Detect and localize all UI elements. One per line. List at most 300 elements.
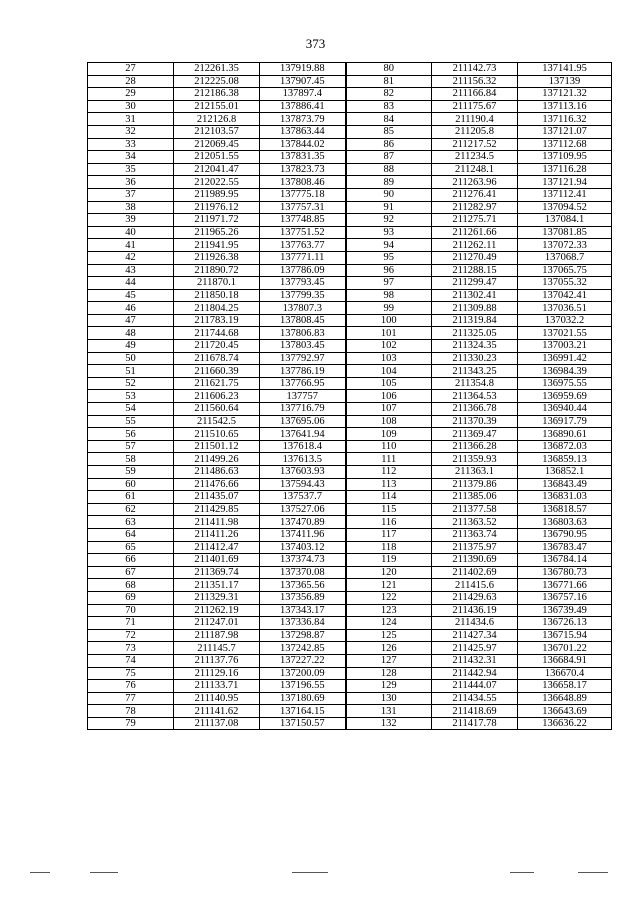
point-number-right-cell: 125 xyxy=(346,629,432,642)
table-row xyxy=(88,617,612,630)
point-number-left-cell: 68 xyxy=(88,579,174,592)
y-coordinate-left-cell: 137751.52 xyxy=(260,226,346,239)
x-coordinate-right-cell: 211370.39 xyxy=(432,415,518,428)
y-coordinate-left-cell: 137298.87 xyxy=(260,629,346,642)
x-coordinate-right-cell: 211364.53 xyxy=(432,390,518,403)
x-coordinate-left-cell: 211621.75 xyxy=(174,377,260,390)
y-coordinate-right-cell: 136780.73 xyxy=(518,566,612,579)
table-row xyxy=(88,491,612,504)
point-number-right-cell: 131 xyxy=(346,705,432,718)
table-row xyxy=(88,566,612,579)
x-coordinate-left-cell: 211542.5 xyxy=(174,415,260,428)
y-coordinate-left-cell: 137919.88 xyxy=(260,63,346,76)
point-number-right-cell: 130 xyxy=(346,692,432,705)
x-coordinate-left-cell: 211678.74 xyxy=(174,352,260,365)
point-number-left-cell: 31 xyxy=(88,113,174,126)
table-row xyxy=(88,629,612,642)
y-coordinate-left-cell: 137227.22 xyxy=(260,654,346,667)
y-coordinate-right-cell: 136701.22 xyxy=(518,642,612,655)
x-coordinate-right-cell: 211248.1 xyxy=(432,163,518,176)
table-row xyxy=(88,201,612,214)
x-coordinate-right-cell: 211263.96 xyxy=(432,176,518,189)
point-number-right-cell: 82 xyxy=(346,88,432,101)
point-number-left-cell: 27 xyxy=(88,63,174,76)
y-coordinate-right-cell: 137116.32 xyxy=(518,113,612,126)
point-number-right-cell: 99 xyxy=(346,302,432,315)
y-coordinate-right-cell: 136803.63 xyxy=(518,516,612,529)
point-number-left-cell: 65 xyxy=(88,541,174,554)
point-number-left-cell: 50 xyxy=(88,352,174,365)
point-number-left-cell: 79 xyxy=(88,717,174,730)
y-coordinate-right-cell: 136890.61 xyxy=(518,428,612,441)
point-number-right-cell: 97 xyxy=(346,277,432,290)
table-row xyxy=(88,340,612,353)
y-coordinate-left-cell: 137365.56 xyxy=(260,579,346,592)
point-number-left-cell: 40 xyxy=(88,226,174,239)
y-coordinate-right-cell: 136648.89 xyxy=(518,692,612,705)
table-row xyxy=(88,365,612,378)
table-row xyxy=(88,692,612,705)
x-coordinate-left-cell: 211560.64 xyxy=(174,403,260,416)
x-coordinate-left-cell: 211971.72 xyxy=(174,214,260,227)
x-coordinate-right-cell: 211309.88 xyxy=(432,302,518,315)
x-coordinate-right-cell: 211434.6 xyxy=(432,617,518,630)
table-row xyxy=(88,239,612,252)
x-coordinate-left-cell: 211486.63 xyxy=(174,466,260,479)
table-row xyxy=(88,453,612,466)
y-coordinate-right-cell: 137094.52 xyxy=(518,201,612,214)
point-number-left-cell: 60 xyxy=(88,478,174,491)
table-row xyxy=(88,667,612,680)
y-coordinate-right-cell: 137032.2 xyxy=(518,314,612,327)
x-coordinate-left-cell: 211890.72 xyxy=(174,264,260,277)
table-row xyxy=(88,138,612,151)
y-coordinate-left-cell: 137343.17 xyxy=(260,604,346,617)
y-coordinate-left-cell: 137356.89 xyxy=(260,591,346,604)
y-coordinate-left-cell: 137808.46 xyxy=(260,176,346,189)
y-coordinate-right-cell: 137113.16 xyxy=(518,100,612,113)
point-number-left-cell: 39 xyxy=(88,214,174,227)
x-coordinate-left-cell: 211435.07 xyxy=(174,491,260,504)
y-coordinate-left-cell: 137594.43 xyxy=(260,478,346,491)
x-coordinate-right-cell: 211302.41 xyxy=(432,289,518,302)
point-number-right-cell: 129 xyxy=(346,680,432,693)
x-coordinate-left-cell: 211129.16 xyxy=(174,667,260,680)
y-coordinate-left-cell: 137537.7 xyxy=(260,491,346,504)
point-number-right-cell: 123 xyxy=(346,604,432,617)
y-coordinate-left-cell: 137374.73 xyxy=(260,554,346,567)
x-coordinate-left-cell: 211140.95 xyxy=(174,692,260,705)
y-coordinate-right-cell: 136859.13 xyxy=(518,453,612,466)
x-coordinate-left-cell: 211510.65 xyxy=(174,428,260,441)
y-coordinate-left-cell: 137808.45 xyxy=(260,314,346,327)
point-number-left-cell: 33 xyxy=(88,138,174,151)
point-number-right-cell: 98 xyxy=(346,289,432,302)
y-coordinate-right-cell: 136643.69 xyxy=(518,705,612,718)
point-number-left-cell: 34 xyxy=(88,151,174,164)
y-coordinate-left-cell: 137242.85 xyxy=(260,642,346,655)
table-row xyxy=(88,428,612,441)
point-number-left-cell: 37 xyxy=(88,188,174,201)
table-row xyxy=(88,654,612,667)
point-number-right-cell: 126 xyxy=(346,642,432,655)
point-number-right-cell: 90 xyxy=(346,188,432,201)
x-coordinate-left-cell: 212103.57 xyxy=(174,125,260,138)
point-number-left-cell: 66 xyxy=(88,554,174,567)
table-row xyxy=(88,63,612,76)
y-coordinate-left-cell: 137907.45 xyxy=(260,75,346,88)
x-coordinate-right-cell: 211390.69 xyxy=(432,554,518,567)
point-number-left-cell: 71 xyxy=(88,617,174,630)
point-number-left-cell: 69 xyxy=(88,591,174,604)
point-number-right-cell: 100 xyxy=(346,314,432,327)
x-coordinate-left-cell: 211141.62 xyxy=(174,705,260,718)
table-row xyxy=(88,390,612,403)
point-number-right-cell: 127 xyxy=(346,654,432,667)
y-coordinate-right-cell: 136843.49 xyxy=(518,478,612,491)
table-row xyxy=(88,327,612,340)
point-number-left-cell: 52 xyxy=(88,377,174,390)
table-row xyxy=(88,277,612,290)
x-coordinate-right-cell: 211436.19 xyxy=(432,604,518,617)
y-coordinate-left-cell: 137786.19 xyxy=(260,365,346,378)
y-coordinate-right-cell: 137065.75 xyxy=(518,264,612,277)
x-coordinate-left-cell: 211926.38 xyxy=(174,251,260,264)
y-coordinate-right-cell: 137021.55 xyxy=(518,327,612,340)
point-number-left-cell: 73 xyxy=(88,642,174,655)
table-row xyxy=(88,591,612,604)
y-coordinate-right-cell: 136636.22 xyxy=(518,717,612,730)
point-number-right-cell: 80 xyxy=(346,63,432,76)
x-coordinate-right-cell: 211270.49 xyxy=(432,251,518,264)
point-number-right-cell: 93 xyxy=(346,226,432,239)
y-coordinate-left-cell: 137771.11 xyxy=(260,251,346,264)
point-number-left-cell: 74 xyxy=(88,654,174,667)
y-coordinate-right-cell: 136818.57 xyxy=(518,503,612,516)
point-number-left-cell: 32 xyxy=(88,125,174,138)
x-coordinate-right-cell: 211425.97 xyxy=(432,642,518,655)
y-coordinate-left-cell: 137716.79 xyxy=(260,403,346,416)
table-row xyxy=(88,466,612,479)
point-number-right-cell: 114 xyxy=(346,491,432,504)
x-coordinate-left-cell: 212225.08 xyxy=(174,75,260,88)
point-number-left-cell: 53 xyxy=(88,390,174,403)
point-number-right-cell: 105 xyxy=(346,377,432,390)
point-number-right-cell: 87 xyxy=(346,151,432,164)
point-number-left-cell: 56 xyxy=(88,428,174,441)
x-coordinate-right-cell: 211142.73 xyxy=(432,63,518,76)
point-number-left-cell: 46 xyxy=(88,302,174,315)
table-row xyxy=(88,478,612,491)
point-number-left-cell: 57 xyxy=(88,440,174,453)
point-number-right-cell: 107 xyxy=(346,403,432,416)
x-coordinate-right-cell: 211366.78 xyxy=(432,403,518,416)
point-number-left-cell: 55 xyxy=(88,415,174,428)
x-coordinate-right-cell: 211205.8 xyxy=(432,125,518,138)
y-coordinate-right-cell: 136975.55 xyxy=(518,377,612,390)
point-number-right-cell: 119 xyxy=(346,554,432,567)
point-number-left-cell: 63 xyxy=(88,516,174,529)
x-coordinate-right-cell: 211166.84 xyxy=(432,88,518,101)
point-number-right-cell: 102 xyxy=(346,340,432,353)
y-coordinate-right-cell: 136784.14 xyxy=(518,554,612,567)
table-row xyxy=(88,440,612,453)
x-coordinate-right-cell: 211325.05 xyxy=(432,327,518,340)
table-row xyxy=(88,151,612,164)
x-coordinate-right-cell: 211377.58 xyxy=(432,503,518,516)
point-number-left-cell: 41 xyxy=(88,239,174,252)
point-number-right-cell: 111 xyxy=(346,453,432,466)
point-number-right-cell: 88 xyxy=(346,163,432,176)
y-coordinate-left-cell: 137603.93 xyxy=(260,466,346,479)
y-coordinate-left-cell: 137641.94 xyxy=(260,428,346,441)
y-coordinate-right-cell: 136670.4 xyxy=(518,667,612,680)
y-coordinate-right-cell: 136852.1 xyxy=(518,466,612,479)
table-row xyxy=(88,541,612,554)
y-coordinate-left-cell: 137775.18 xyxy=(260,188,346,201)
y-coordinate-right-cell: 137068.7 xyxy=(518,251,612,264)
y-coordinate-right-cell: 137121.94 xyxy=(518,176,612,189)
x-coordinate-left-cell: 211329.31 xyxy=(174,591,260,604)
y-coordinate-right-cell: 137116.28 xyxy=(518,163,612,176)
point-number-right-cell: 118 xyxy=(346,541,432,554)
point-number-left-cell: 64 xyxy=(88,528,174,541)
x-coordinate-right-cell: 211276.41 xyxy=(432,188,518,201)
x-coordinate-left-cell: 211145.7 xyxy=(174,642,260,655)
y-coordinate-right-cell: 136872.03 xyxy=(518,440,612,453)
point-number-left-cell: 45 xyxy=(88,289,174,302)
point-number-left-cell: 43 xyxy=(88,264,174,277)
point-number-left-cell: 47 xyxy=(88,314,174,327)
x-coordinate-left-cell: 211976.12 xyxy=(174,201,260,214)
y-coordinate-left-cell: 137411.96 xyxy=(260,528,346,541)
point-number-right-cell: 128 xyxy=(346,667,432,680)
table-row xyxy=(88,302,612,315)
point-number-right-cell: 112 xyxy=(346,466,432,479)
table-row xyxy=(88,516,612,529)
point-number-right-cell: 115 xyxy=(346,503,432,516)
y-coordinate-right-cell: 136940.44 xyxy=(518,403,612,416)
x-coordinate-left-cell: 211137.08 xyxy=(174,717,260,730)
point-number-right-cell: 108 xyxy=(346,415,432,428)
x-coordinate-left-cell: 212051.55 xyxy=(174,151,260,164)
x-coordinate-left-cell: 211499.26 xyxy=(174,453,260,466)
x-coordinate-left-cell: 211187.98 xyxy=(174,629,260,642)
y-coordinate-right-cell: 136715.94 xyxy=(518,629,612,642)
x-coordinate-left-cell: 211989.95 xyxy=(174,188,260,201)
x-coordinate-right-cell: 211366.28 xyxy=(432,440,518,453)
point-number-left-cell: 62 xyxy=(88,503,174,516)
y-coordinate-right-cell: 137109.95 xyxy=(518,151,612,164)
y-coordinate-left-cell: 137831.35 xyxy=(260,151,346,164)
point-number-right-cell: 116 xyxy=(346,516,432,529)
x-coordinate-right-cell: 211434.55 xyxy=(432,692,518,705)
x-coordinate-right-cell: 211442.94 xyxy=(432,667,518,680)
table-row xyxy=(88,163,612,176)
y-coordinate-left-cell: 137695.06 xyxy=(260,415,346,428)
y-coordinate-right-cell: 136771.66 xyxy=(518,579,612,592)
table-row xyxy=(88,264,612,277)
point-number-left-cell: 54 xyxy=(88,403,174,416)
x-coordinate-right-cell: 211190.4 xyxy=(432,113,518,126)
y-coordinate-left-cell: 137470.89 xyxy=(260,516,346,529)
y-coordinate-left-cell: 137886.41 xyxy=(260,100,346,113)
y-coordinate-left-cell: 137164.15 xyxy=(260,705,346,718)
page-footer-marks xyxy=(0,872,631,892)
x-coordinate-right-cell: 211156.32 xyxy=(432,75,518,88)
table-row xyxy=(88,528,612,541)
table-row xyxy=(88,289,612,302)
point-number-right-cell: 83 xyxy=(346,100,432,113)
x-coordinate-left-cell: 211411.26 xyxy=(174,528,260,541)
point-number-left-cell: 28 xyxy=(88,75,174,88)
x-coordinate-left-cell: 211804.25 xyxy=(174,302,260,315)
y-coordinate-left-cell: 137792.97 xyxy=(260,352,346,365)
y-coordinate-right-cell: 136684.91 xyxy=(518,654,612,667)
y-coordinate-right-cell: 136917.79 xyxy=(518,415,612,428)
x-coordinate-right-cell: 211330.23 xyxy=(432,352,518,365)
y-coordinate-right-cell: 136757.16 xyxy=(518,591,612,604)
point-number-left-cell: 76 xyxy=(88,680,174,693)
point-number-left-cell: 49 xyxy=(88,340,174,353)
table-row xyxy=(88,604,612,617)
y-coordinate-left-cell: 137180.69 xyxy=(260,692,346,705)
point-number-right-cell: 103 xyxy=(346,352,432,365)
y-coordinate-right-cell: 137141.95 xyxy=(518,63,612,76)
x-coordinate-left-cell: 212022.55 xyxy=(174,176,260,189)
x-coordinate-right-cell: 211418.69 xyxy=(432,705,518,718)
point-number-right-cell: 95 xyxy=(346,251,432,264)
x-coordinate-right-cell: 211343.25 xyxy=(432,365,518,378)
point-number-right-cell: 132 xyxy=(346,717,432,730)
x-coordinate-left-cell: 211262.19 xyxy=(174,604,260,617)
x-coordinate-right-cell: 211417.78 xyxy=(432,717,518,730)
point-number-left-cell: 42 xyxy=(88,251,174,264)
coordinates-table-body xyxy=(88,63,612,730)
y-coordinate-left-cell: 137823.73 xyxy=(260,163,346,176)
point-number-right-cell: 109 xyxy=(346,428,432,441)
y-coordinate-right-cell: 137055.32 xyxy=(518,277,612,290)
x-coordinate-left-cell: 211351.17 xyxy=(174,579,260,592)
point-number-right-cell: 91 xyxy=(346,201,432,214)
y-coordinate-left-cell: 137618.4 xyxy=(260,440,346,453)
y-coordinate-right-cell: 136790.95 xyxy=(518,528,612,541)
table-row xyxy=(88,680,612,693)
y-coordinate-left-cell: 137200.09 xyxy=(260,667,346,680)
x-coordinate-right-cell: 211363.74 xyxy=(432,528,518,541)
coordinates-table xyxy=(87,62,612,730)
y-coordinate-left-cell: 137806.83 xyxy=(260,327,346,340)
table-row xyxy=(88,226,612,239)
x-coordinate-right-cell: 211354.8 xyxy=(432,377,518,390)
x-coordinate-right-cell: 211324.35 xyxy=(432,340,518,353)
y-coordinate-right-cell: 136831.03 xyxy=(518,491,612,504)
table-row xyxy=(88,125,612,138)
y-coordinate-right-cell: 137121.07 xyxy=(518,125,612,138)
y-coordinate-right-cell: 137084.1 xyxy=(518,214,612,227)
point-number-right-cell: 106 xyxy=(346,390,432,403)
table-row xyxy=(88,503,612,516)
table-row xyxy=(88,75,612,88)
y-coordinate-left-cell: 137757.31 xyxy=(260,201,346,214)
y-coordinate-right-cell: 137112.68 xyxy=(518,138,612,151)
point-number-left-cell: 36 xyxy=(88,176,174,189)
x-coordinate-left-cell: 211429.85 xyxy=(174,503,260,516)
y-coordinate-left-cell: 137757 xyxy=(260,390,346,403)
y-coordinate-left-cell: 137844.02 xyxy=(260,138,346,151)
y-coordinate-left-cell: 137370.08 xyxy=(260,566,346,579)
x-coordinate-left-cell: 211501.12 xyxy=(174,440,260,453)
x-coordinate-left-cell: 211783.19 xyxy=(174,314,260,327)
table-row xyxy=(88,176,612,189)
x-coordinate-right-cell: 211432.31 xyxy=(432,654,518,667)
x-coordinate-right-cell: 211282.97 xyxy=(432,201,518,214)
y-coordinate-left-cell: 137336.84 xyxy=(260,617,346,630)
y-coordinate-right-cell: 137072.33 xyxy=(518,239,612,252)
point-number-left-cell: 59 xyxy=(88,466,174,479)
point-number-left-cell: 44 xyxy=(88,277,174,290)
x-coordinate-left-cell: 211133.71 xyxy=(174,680,260,693)
x-coordinate-right-cell: 211363.1 xyxy=(432,466,518,479)
y-coordinate-right-cell: 136984.39 xyxy=(518,365,612,378)
table-row xyxy=(88,88,612,101)
y-coordinate-left-cell: 137807.3 xyxy=(260,302,346,315)
point-number-right-cell: 96 xyxy=(346,264,432,277)
x-coordinate-right-cell: 211262.11 xyxy=(432,239,518,252)
point-number-left-cell: 72 xyxy=(88,629,174,642)
table-row xyxy=(88,314,612,327)
table-row xyxy=(88,377,612,390)
x-coordinate-left-cell: 212261.35 xyxy=(174,63,260,76)
point-number-left-cell: 70 xyxy=(88,604,174,617)
table-row xyxy=(88,705,612,718)
y-coordinate-left-cell: 137793.45 xyxy=(260,277,346,290)
y-coordinate-left-cell: 137403.12 xyxy=(260,541,346,554)
table-row xyxy=(88,214,612,227)
point-number-left-cell: 75 xyxy=(88,667,174,680)
x-coordinate-left-cell: 211137.76 xyxy=(174,654,260,667)
point-number-right-cell: 85 xyxy=(346,125,432,138)
x-coordinate-right-cell: 211415.6 xyxy=(432,579,518,592)
x-coordinate-right-cell: 211275.71 xyxy=(432,214,518,227)
x-coordinate-left-cell: 211850.18 xyxy=(174,289,260,302)
y-coordinate-right-cell: 137042.41 xyxy=(518,289,612,302)
x-coordinate-right-cell: 211385.06 xyxy=(432,491,518,504)
x-coordinate-left-cell: 211870.1 xyxy=(174,277,260,290)
point-number-right-cell: 86 xyxy=(346,138,432,151)
x-coordinate-left-cell: 212069.45 xyxy=(174,138,260,151)
point-number-right-cell: 94 xyxy=(346,239,432,252)
point-number-right-cell: 92 xyxy=(346,214,432,227)
y-coordinate-right-cell: 136959.69 xyxy=(518,390,612,403)
table-row xyxy=(88,403,612,416)
point-number-right-cell: 121 xyxy=(346,579,432,592)
point-number-left-cell: 35 xyxy=(88,163,174,176)
point-number-left-cell: 29 xyxy=(88,88,174,101)
x-coordinate-left-cell: 211965.26 xyxy=(174,226,260,239)
y-coordinate-right-cell: 137081.85 xyxy=(518,226,612,239)
table-row xyxy=(88,188,612,201)
table-row xyxy=(88,554,612,567)
y-coordinate-right-cell: 136739.49 xyxy=(518,604,612,617)
point-number-right-cell: 89 xyxy=(346,176,432,189)
y-coordinate-left-cell: 137748.85 xyxy=(260,214,346,227)
x-coordinate-left-cell: 211412.47 xyxy=(174,541,260,554)
x-coordinate-right-cell: 211319.84 xyxy=(432,314,518,327)
y-coordinate-left-cell: 137527.06 xyxy=(260,503,346,516)
x-coordinate-right-cell: 211429.63 xyxy=(432,591,518,604)
y-coordinate-left-cell: 137799.35 xyxy=(260,289,346,302)
